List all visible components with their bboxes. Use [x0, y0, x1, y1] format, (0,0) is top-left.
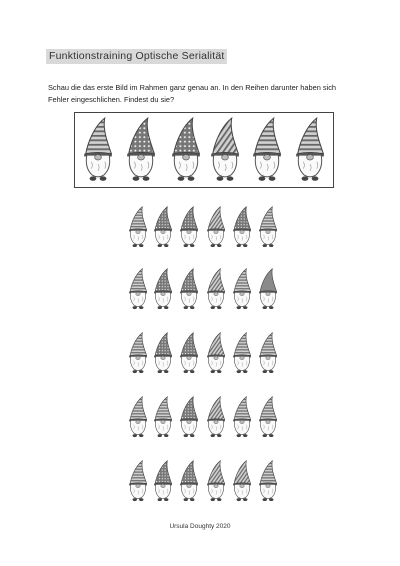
gnome-nose [307, 155, 314, 160]
practice-gnome [207, 397, 224, 437]
gnome-nose [136, 292, 140, 295]
gnome-hat [255, 118, 281, 154]
gnome-foot [184, 434, 188, 437]
gnome-foot [139, 370, 143, 373]
gnome-foot [139, 306, 143, 309]
gnome-foot [178, 176, 185, 180]
gnome-foot [243, 306, 247, 309]
reference-gnome [297, 118, 324, 181]
gnome-nose [136, 356, 140, 359]
gnome-hat [208, 269, 225, 292]
gnome-nose [240, 356, 244, 359]
gnome-nose [266, 420, 270, 423]
gnome-foot [243, 498, 247, 501]
practice-gnome [233, 397, 250, 437]
gnome-hat [260, 207, 277, 230]
gnome-foot [211, 498, 215, 501]
gnome-nose [214, 292, 218, 295]
gnome-nose [187, 292, 191, 295]
gnome-nose [222, 155, 229, 160]
gnome-hat [174, 118, 200, 154]
gnome-foot [237, 434, 241, 437]
practice-gnome [154, 397, 171, 437]
practice-gnome [259, 207, 276, 247]
gnome-nose [266, 292, 270, 295]
gnome-nose [161, 420, 165, 423]
gnome-foot [237, 370, 241, 373]
gnome-nose [240, 484, 244, 487]
gnome-foot [263, 370, 267, 373]
gnome-nose [161, 292, 165, 295]
gnome-nose [240, 292, 244, 295]
gnome-hat [260, 269, 277, 292]
gnome-hat [234, 333, 251, 356]
gnome-foot [133, 498, 137, 501]
practice-gnome [259, 333, 276, 373]
practice-gnome [129, 397, 146, 437]
gnome-foot [211, 244, 215, 247]
gnome-foot [190, 498, 194, 501]
practice-gnome [180, 333, 197, 373]
practice-gnome [207, 207, 224, 247]
gnome-hat [181, 333, 198, 356]
practice-gnome [154, 461, 171, 501]
gnome-foot [139, 244, 143, 247]
practice-gnome [129, 207, 146, 247]
gnome-foot [217, 176, 224, 180]
gnome-hat [208, 207, 225, 230]
worksheet-title: Funktionstraining Optische Serialität [46, 49, 227, 64]
gnome-foot [269, 176, 276, 180]
gnome-hat [260, 333, 277, 356]
gnome-foot [158, 306, 162, 309]
gnome-foot [211, 306, 215, 309]
gnome-hat [234, 207, 251, 230]
practice-gnome [180, 397, 197, 437]
gnome-nose [214, 420, 218, 423]
gnome-nose [138, 155, 145, 160]
gnome-hat [208, 461, 225, 484]
gnome-foot [158, 434, 162, 437]
reference-gnome [254, 118, 281, 181]
gnome-hat [155, 269, 172, 292]
gnome-foot [302, 176, 309, 180]
gnome-nose [136, 230, 140, 233]
gnome-nose [161, 230, 165, 233]
practice-gnome [180, 207, 197, 247]
gnome-foot [133, 370, 137, 373]
gnome-foot [133, 434, 137, 437]
gnome-foot [237, 306, 241, 309]
reference-gnome [173, 118, 200, 181]
gnome-nose [95, 155, 102, 160]
gnome-hat [260, 397, 277, 420]
gnome-foot [139, 498, 143, 501]
gnome-nose [187, 484, 191, 487]
gnome-foot [237, 244, 241, 247]
gnome-hat [234, 397, 251, 420]
gnome-nose [187, 420, 191, 423]
gnome-row-3 [129, 333, 276, 373]
instruction-text: Schau die das erste Bild im Rahmen ganz genau an. In den Reihen darunter haben sich Fehler eingeschlichen. Findest du sie? [48, 83, 337, 104]
gnome-nose [266, 230, 270, 233]
gnome-nose [214, 356, 218, 359]
gnome-foot [211, 370, 215, 373]
practice-gnome [207, 461, 224, 501]
gnome-nose [187, 356, 191, 359]
practice-gnome [233, 461, 250, 501]
gnome-nose [266, 356, 270, 359]
gnome-foot [164, 370, 168, 373]
gnome-foot [217, 498, 221, 501]
gnome-hat [155, 397, 172, 420]
reference-gnome [212, 118, 239, 181]
gnome-nose [136, 420, 140, 423]
practice-gnome [180, 461, 197, 501]
gnome-foot [184, 498, 188, 501]
reference-gnome [85, 118, 112, 181]
gnome-nose [264, 155, 271, 160]
gnome-foot [158, 244, 162, 247]
gnome-foot [139, 434, 143, 437]
practice-gnome [259, 461, 276, 501]
gnome-foot [243, 370, 247, 373]
gnome-foot [164, 244, 168, 247]
gnome-hat [181, 207, 198, 230]
gnome-hat [86, 118, 112, 154]
practice-gnome [259, 269, 276, 309]
gnome-foot [190, 370, 194, 373]
gnome-foot [217, 434, 221, 437]
practice-gnome [154, 333, 171, 373]
gnome-foot [133, 244, 137, 247]
gnome-foot [217, 244, 221, 247]
gnome-hat [181, 269, 198, 292]
gnome-nose [161, 356, 165, 359]
practice-gnome [129, 461, 146, 501]
practice-gnome [154, 269, 171, 309]
gnome-foot [269, 244, 273, 247]
gnome-hat [130, 269, 147, 292]
gnome-foot [243, 244, 247, 247]
gnome-foot [184, 370, 188, 373]
gnome-row-1 [129, 207, 276, 247]
gnome-foot [90, 176, 97, 180]
gnome-nose [183, 155, 190, 160]
gnome-foot [143, 176, 150, 180]
gnome-foot [269, 306, 273, 309]
gnome-nose [136, 484, 140, 487]
practice-gnome [207, 333, 224, 373]
gnome-hat [208, 397, 225, 420]
gnome-hat [155, 461, 172, 484]
gnome-nose [161, 484, 165, 487]
gnome-foot [164, 498, 168, 501]
practice-gnome [259, 397, 276, 437]
practice-gnome [180, 269, 197, 309]
gnome-foot [269, 434, 273, 437]
gnome-foot [269, 498, 273, 501]
gnome-nose [240, 230, 244, 233]
gnome-row-4 [129, 397, 276, 437]
gnome-foot [190, 306, 194, 309]
gnome-foot [100, 176, 107, 180]
gnome-nose [214, 484, 218, 487]
gnome-hat [130, 461, 147, 484]
gnome-hat [234, 461, 251, 484]
gnome-foot [269, 370, 273, 373]
gnome-nose [187, 230, 191, 233]
practice-gnome [207, 269, 224, 309]
gnome-row-5 [129, 461, 276, 501]
gnome-foot [164, 434, 168, 437]
gnome-foot [263, 434, 267, 437]
practice-gnome [129, 333, 146, 373]
gnome-foot [164, 306, 168, 309]
gnome-hat [234, 269, 251, 292]
gnome-foot [243, 434, 247, 437]
gnome-hat [130, 207, 147, 230]
gnome-foot [158, 370, 162, 373]
practice-gnome [129, 269, 146, 309]
gnome-nose [214, 230, 218, 233]
gnome-foot [184, 244, 188, 247]
gnome-foot [184, 306, 188, 309]
practice-gnome [233, 207, 250, 247]
gnome-row-2 [129, 269, 276, 309]
gnome-foot [263, 498, 267, 501]
gnome-foot [133, 306, 137, 309]
gnome-foot [227, 176, 234, 180]
gnome-hat [155, 333, 172, 356]
practice-gnome [154, 207, 171, 247]
gnome-foot [263, 244, 267, 247]
gnome-foot [263, 306, 267, 309]
reference-gnome [128, 118, 155, 181]
gnome-hat [213, 118, 239, 154]
gnome-hat [130, 333, 147, 356]
gnome-foot [190, 244, 194, 247]
gnome-foot [259, 176, 266, 180]
gnome-nose [240, 420, 244, 423]
gnome-hat [181, 461, 198, 484]
gnome-hat [208, 333, 225, 356]
practice-gnome [233, 333, 250, 373]
practice-gnome [233, 269, 250, 309]
gnome-hat [181, 397, 198, 420]
gnome-foot [133, 176, 140, 180]
gnome-hat [298, 118, 324, 154]
gnome-foot [217, 306, 221, 309]
gnome-foot [188, 176, 195, 180]
gnome-foot [217, 370, 221, 373]
gnome-hat [260, 461, 277, 484]
gnome-hat [129, 118, 155, 154]
gnome-foot [158, 498, 162, 501]
gnome-foot [190, 434, 194, 437]
gnome-nose [266, 484, 270, 487]
gnome-foot [237, 498, 241, 501]
gnome-foot [312, 176, 319, 180]
author-credit: Ursula Doughty 2020 [169, 523, 231, 530]
gnome-hat [130, 397, 147, 420]
gnome-hat [155, 207, 172, 230]
gnome-foot [211, 434, 215, 437]
